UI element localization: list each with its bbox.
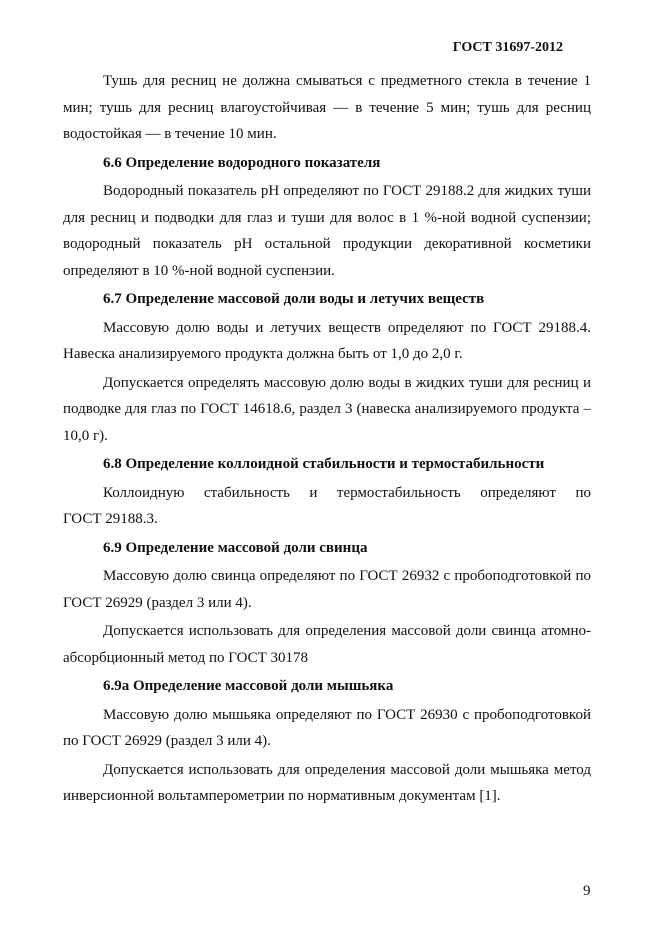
- paragraph: Допускается использовать для определения массовой доли мышьяка метод инверсионной вольтамперометрии по нормативным документам [1].: [63, 761, 591, 804]
- section-heading-6-7: 6.7 Определение массовой доли воды и летучих веществ: [103, 291, 485, 307]
- section-heading-6-6: 6.6 Определение водородного показателя: [103, 154, 381, 171]
- document-body: [63, 68, 591, 812]
- paragraph: Массовую долю воды и летучих веществ определяют по ГОСТ 29188.4. Навеска анализируемого продукта должна быть от 1,0 до 2,0 г.: [63, 319, 591, 362]
- page-number: 9: [583, 883, 591, 899]
- paragraph: Водородный показатель pH определяют по ГОСТ 29188.2 для жидких туши для ресниц и подводки для глаз и туши для волос в 1 %-ной водной суспензии; водородный показатель pH остальной продукции декоративной косметики определяют в 10 %-ной водной суспензии.: [63, 183, 591, 279]
- section-heading-6-8: 6.8 Определение коллоидной стабильности и термостабильности: [103, 456, 545, 472]
- paragraph: Массовую долю мышьяка определяют по ГОСТ 26930 с пробоподготовкой по ГОСТ 26929 (раздел 3 или 4).: [63, 706, 591, 749]
- paragraph: Допускается определять массовую долю воды в жидких туши для ресниц и подводке для глаз по ГОСТ 14618.6, раздел 3 (навеска анализируемого продукта – 10,0 г).: [63, 374, 591, 444]
- paragraph: Допускается использовать для определения массовой доли свинца атомно-абсорбционный метод по ГОСТ 30178: [63, 623, 591, 666]
- paragraph-line: ГОСТ 29188.3.: [63, 511, 158, 527]
- document-header: ГОСТ 31697-2012: [452, 40, 563, 55]
- section-heading-6-9a: 6.9а Определение массовой доли мышьяка: [103, 678, 394, 694]
- paragraph-line: Коллоидную стабильность и термостабильность определяют по: [103, 484, 591, 501]
- paragraph: Массовую долю свинца определяют по ГОСТ 26932 с пробоподготовкой по ГОСТ 26929 (раздел 3 или 4).: [63, 568, 591, 611]
- section-heading-6-9: 6.9 Определение массовой доли свинца: [103, 539, 368, 556]
- paragraph: Тушь для ресниц не должна смываться с предметного стекла в течение 1 мин; тушь для ресниц влагоустойчивая — в течение 5 мин; тушь для ресниц водостойкая — в течение 10 мин.: [63, 73, 591, 142]
